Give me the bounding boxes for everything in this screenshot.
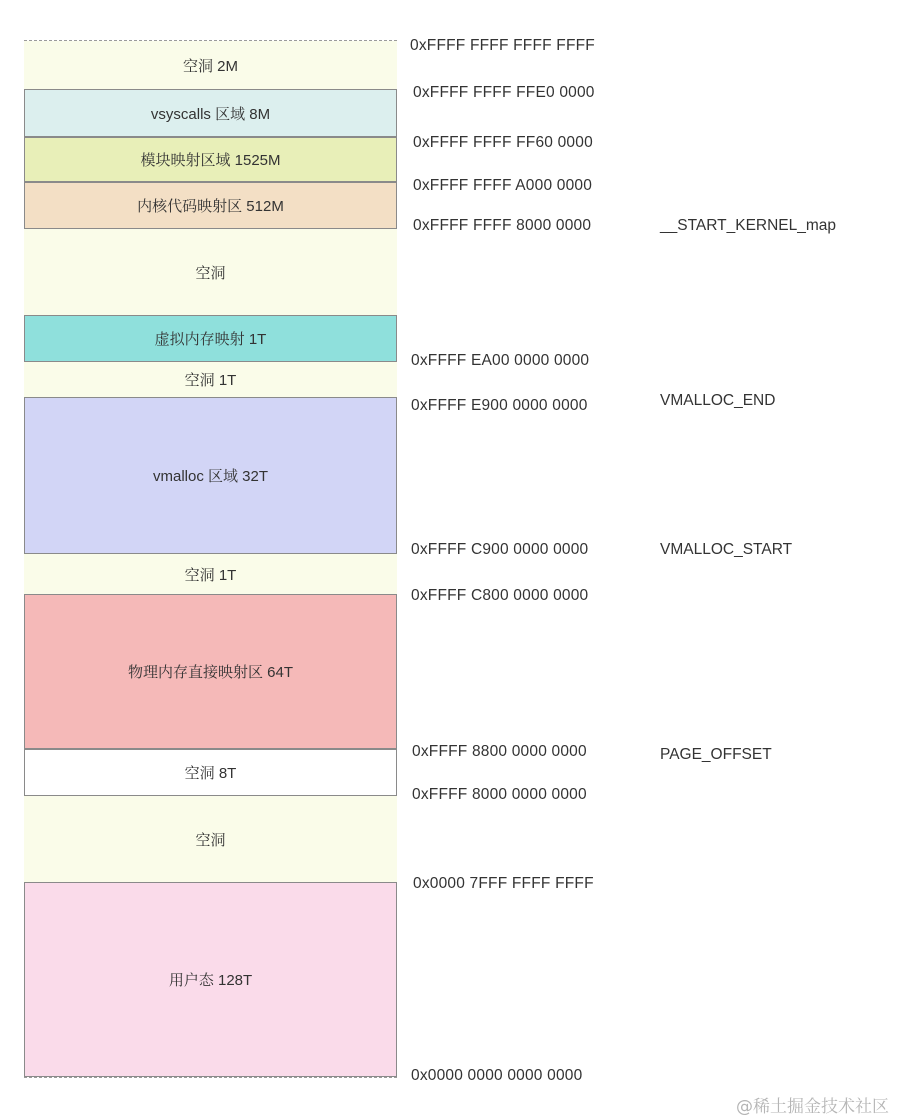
segment-user-space xyxy=(24,882,397,1077)
segment-module-mapping xyxy=(24,137,397,182)
segment-hole-2m xyxy=(24,41,397,89)
address-label: 0x0000 0000 0000 0000 xyxy=(411,1067,583,1084)
address-label: 0xFFFF FFFF FFFF FFFF xyxy=(410,37,595,54)
address-label: 0xFFFF FFFF FFE0 0000 xyxy=(413,84,595,101)
symbol-vmalloc-start: VMALLOC_START xyxy=(660,541,793,558)
segment-hole-lower xyxy=(24,796,397,882)
segment-label: vmalloc 区域 32T xyxy=(152,468,269,485)
segment-label: vsyscalls 区域 8M xyxy=(150,105,271,123)
address-label: 0xFFFF 8000 0000 0000 xyxy=(412,786,587,803)
address-label: 0xFFFF FFFF FF60 0000 xyxy=(413,134,593,151)
watermark: @稀土掘金技术社区 xyxy=(736,1097,889,1117)
diagram-frame-bottom xyxy=(24,1077,397,1078)
segment-label: 用户态 128T xyxy=(168,972,253,989)
segment-label: 虚拟内存映射 1T xyxy=(154,331,267,348)
segment-label: 空洞 2M xyxy=(182,57,238,75)
segment-label: 空洞 1T xyxy=(184,566,237,584)
segment-kernel-code-mapping xyxy=(24,182,397,229)
segment-label: 空洞 xyxy=(195,264,226,282)
segment-vmalloc xyxy=(24,397,397,554)
address-label: 0x0000 7FFF FFFF FFFF xyxy=(413,875,594,892)
address-label: 0xFFFF FFFF A000 0000 xyxy=(413,177,593,194)
address-label: 0xFFFF C900 0000 0000 xyxy=(411,541,589,558)
segment-direct-mapping xyxy=(24,594,397,749)
address-label: 0xFFFF E900 0000 0000 xyxy=(411,397,588,414)
segment-label: 物理内存直接映射区 64T xyxy=(127,664,293,681)
address-label: 0xFFFF C800 0000 0000 xyxy=(411,587,589,604)
segment-label: 空洞 xyxy=(195,831,226,849)
symbol-start-kernel-map: __START_KERNEL_map xyxy=(660,217,837,234)
symbol-vmalloc-end: VMALLOC_END xyxy=(660,392,776,409)
address-label: 0xFFFF 8800 0000 0000 xyxy=(412,743,587,760)
symbol-page-offset: PAGE_OFFSET xyxy=(660,746,772,763)
segment-hole-8t xyxy=(24,749,397,796)
address-label: 0xFFFF EA00 0000 0000 xyxy=(411,352,590,369)
segment-hole xyxy=(24,229,397,315)
segment-vsyscalls xyxy=(24,89,397,137)
segment-label: 模块映射区域 1525M xyxy=(140,152,281,169)
segment-label: 空洞 1T xyxy=(184,372,237,389)
segment-label: 空洞 8T xyxy=(184,765,237,782)
address-label: 0xFFFF FFFF 8000 0000 xyxy=(413,217,592,234)
segment-label: 内核代码映射区 512M xyxy=(137,198,284,215)
segment-hole-1t-lower xyxy=(24,554,397,594)
segment-virtual-memory-map xyxy=(24,315,397,362)
segment-hole-1t-upper xyxy=(24,362,397,397)
